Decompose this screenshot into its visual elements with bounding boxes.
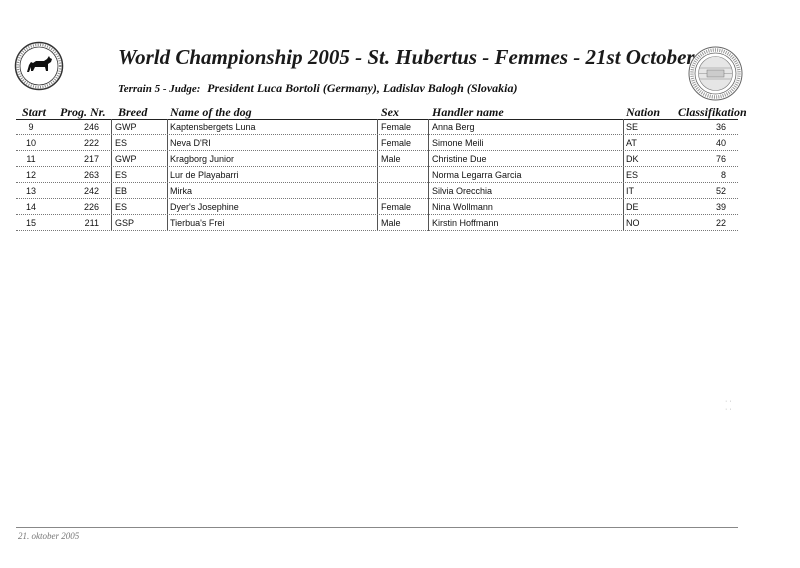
cell-sex: Female	[381, 138, 412, 148]
cell-nation: DK	[626, 154, 639, 164]
col-header-start: Start	[22, 105, 47, 119]
cell-class: 36	[715, 122, 726, 132]
footer-date: 21. oktober 2005	[18, 531, 80, 541]
cell-nation: DE	[626, 202, 639, 212]
cell-class: 22	[715, 218, 726, 228]
cell-handler: Kirstin Hoffmann	[432, 218, 499, 228]
cell-prog: 226	[83, 202, 99, 212]
table-row	[0, 183, 800, 199]
cell-breed: GWP	[115, 154, 137, 164]
cell-sex: Female	[381, 122, 412, 132]
cell-class: 39	[715, 202, 726, 212]
cell-name: Dyer's Josephine	[170, 202, 239, 212]
col-header-prog: Prog. Nr.	[60, 105, 106, 119]
cell-name: Mirka	[170, 186, 192, 196]
cell-name: Kragborg Junior	[170, 154, 235, 164]
footer-rule	[16, 527, 738, 528]
cell-handler: Anna Berg	[432, 122, 475, 132]
table-row	[0, 119, 800, 135]
cell-start: 11	[26, 154, 36, 164]
cell-start: 9	[28, 122, 34, 132]
cell-name: Kaptensbergets Luna	[170, 122, 256, 132]
cell-handler: Norma Legarra Garcia	[432, 170, 522, 180]
cell-prog: 217	[83, 154, 99, 164]
cell-breed: GWP	[115, 122, 137, 132]
cell-handler: Simone Meili	[432, 138, 484, 148]
judges-names: President Luca Bortoli (Germany), Ladislav Balogh (Slovakia)	[207, 81, 518, 95]
cell-start: 12	[25, 170, 36, 180]
table-row	[0, 151, 800, 167]
cell-prog: 222	[83, 138, 99, 148]
table-row	[0, 199, 800, 215]
cell-breed: ES	[115, 170, 128, 180]
cell-start: 15	[25, 218, 36, 228]
cell-start: 10	[25, 138, 36, 148]
cell-handler: Nina Wollmann	[432, 202, 493, 212]
cell-breed: EB	[115, 186, 128, 196]
col-header-handler: Handler name	[432, 105, 504, 119]
col-header-breed: Breed	[118, 105, 148, 119]
judge-line	[118, 81, 517, 96]
col-header-name: Name of the dog	[170, 105, 252, 119]
col-header-sex: Sex	[381, 105, 399, 119]
cell-nation: NO	[626, 218, 640, 228]
cell-name: Lur de Playabarri	[170, 170, 239, 180]
cell-class: 40	[715, 138, 726, 148]
cell-name: Neva D'RI	[170, 138, 211, 148]
scan-specks: · · · ·	[725, 398, 732, 413]
cell-sex: Female	[381, 202, 412, 212]
cell-class: 52	[715, 186, 726, 196]
table-row	[0, 215, 800, 231]
cell-class: 8	[720, 170, 726, 180]
cell-name: Tierbua's Frei	[170, 218, 225, 228]
cell-breed: ES	[115, 138, 128, 148]
cell-nation: AT	[626, 138, 637, 148]
table-row	[0, 135, 800, 151]
terrain-label: Terrain 5 - Judge:	[118, 83, 201, 95]
col-header-nation: Nation	[626, 105, 661, 119]
cell-sex: Male	[381, 218, 401, 228]
cell-prog: 263	[83, 170, 99, 180]
cell-breed: GSP	[115, 218, 135, 228]
cell-start: 14	[25, 202, 36, 212]
cell-nation: SE	[626, 122, 639, 132]
cell-nation: ES	[626, 170, 639, 180]
page-title: World Championship 2005 - St. Hubertus - Femmes - 21st October	[118, 45, 695, 69]
cell-sex: Male	[381, 154, 401, 164]
cell-prog: 211	[84, 218, 99, 228]
cell-nation: IT	[626, 186, 634, 196]
col-header-class: Classifikation	[678, 105, 747, 119]
dog-emblem-icon	[14, 41, 64, 91]
table-row	[0, 167, 800, 183]
cell-breed: ES	[115, 202, 128, 212]
cell-class: 76	[715, 154, 726, 164]
cell-prog: 246	[83, 122, 99, 132]
cell-handler: Christine Due	[432, 154, 487, 164]
row-rule	[16, 230, 738, 231]
cell-start: 13	[25, 186, 36, 196]
cell-prog: 242	[83, 186, 99, 196]
cell-handler: Silvia Orecchia	[432, 186, 493, 196]
